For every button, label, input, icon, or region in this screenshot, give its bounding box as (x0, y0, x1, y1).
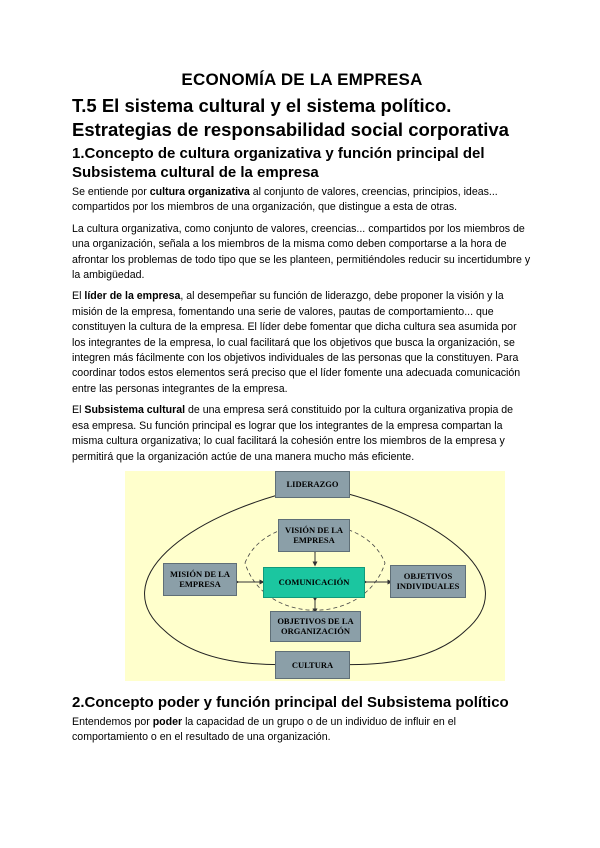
node-objetivos-individuales: OBJETIVOS INDIVIDUALES (390, 565, 466, 598)
paragraph-lider (72, 289, 532, 397)
subtitle-line-2: Estrategias de responsabilidad social corporativa (72, 119, 509, 140)
node-vision: VISIÓN DE LA EMPRESA (278, 519, 350, 552)
node-mision: MISIÓN DE LA EMPRESA (163, 563, 237, 596)
section-1-heading (72, 144, 532, 182)
text-run: Entendemos por (72, 715, 153, 728)
bold-term: Subsistema cultural (84, 404, 186, 417)
bold-term: cultura organizativa (149, 186, 250, 198)
paragraph-cultura-funcion: La cultura organizativa, como conjunto de valores, creencias... compartidos por los miembros de una organización, señala a los miembros de la misma como deben comportarse a la hora de afrontar los problemas de todo tipo que se les planteen, permitiéndoles reducir su incertidumbre y la ambigüedad. (72, 222, 531, 282)
section-2 (72, 693, 532, 746)
section-1-heading-line-1: 1.Concepto de cultura organizativa y función principal del (72, 145, 485, 162)
text-run: El (72, 290, 85, 303)
text-run: , al desempeñar su función de liderazgo, debe proponer la visión y la misión de la empresa, fomentando una serie de valores, pautas de comportamiento... que constituyen la cultura de la empresa. El líder debe fomentar que dicha cultura sea asumida por los integrantes de la empresa, lo cual facilitará que los objetivos que busca la organización, se integren más fácilmente con los objetivos individuales de las personas que la constituyen. Para coordinar todos estos elementos será preciso que el líder fomente una adecuada comunicación entre las personas integrantes de la empresa. (72, 290, 521, 395)
paragraph-poder-definicion (72, 715, 532, 746)
document-title: ECONOMÍA DE LA EMPRESA (181, 70, 423, 89)
node-cultura: CULTURA (275, 651, 350, 679)
paragraph-cultura-definicion (72, 185, 532, 216)
text-run: de una empresa será constituido por la cultura organizativa propia de esa empresa. Su función principal es lograr que los integrantes de la empresa compartan la misma cultura organizativa; lo cual facilitará la cohesión entre los miembros de la empresa y permitirá que la organización actúe de una manera mucho más eficiente. (72, 404, 514, 463)
section-2-heading: 2.Concepto poder y función principal del Subsistema político (72, 693, 509, 711)
paragraph-subsistema-cultural (72, 403, 532, 465)
node-objetivos-organizacion: OBJETIVOS DE LA ORGANIZACIÓN (270, 611, 361, 642)
bold-term: líder de la empresa (84, 290, 181, 303)
document-page (72, 70, 532, 752)
node-comunicacion: COMUNICACIÓN (263, 567, 365, 598)
cultura-organizativa-diagram (125, 471, 505, 681)
text-run: al conjunto de valores, creencias, principios, ideas... compartidos por los miembros de una organización, que distingue a esta de otras. (72, 186, 498, 214)
bold-term: poder (152, 715, 183, 728)
node-liderazgo: LIDERAZGO (275, 471, 350, 498)
text-run: la capacidad de un grupo o de un individuo de influir en el comportamiento o en el resultado de una organización. (72, 715, 456, 744)
section-1-heading-line-2: Subsistema cultural de la empresa (72, 164, 319, 181)
text-run: El (72, 404, 85, 417)
text-run: Se entiende por (72, 186, 150, 198)
subtitle-line-1: T.5 El sistema cultural y el sistema político. (72, 95, 452, 116)
document-subtitle (72, 94, 532, 142)
